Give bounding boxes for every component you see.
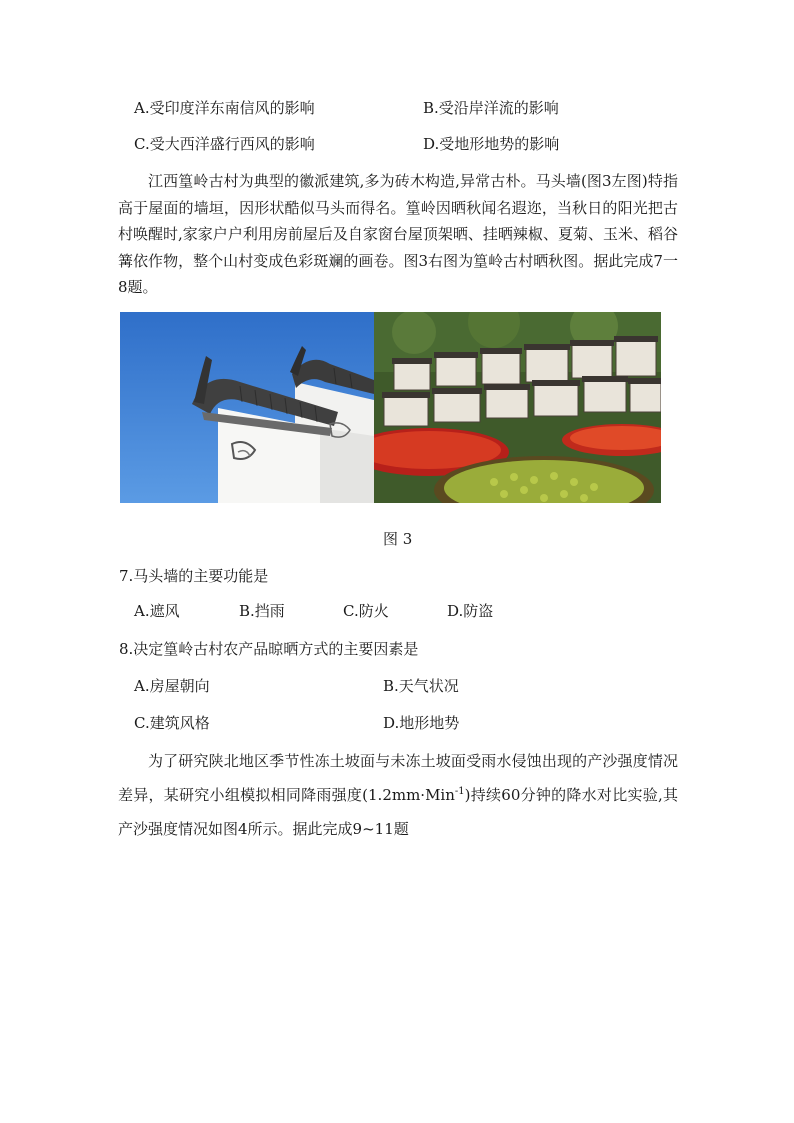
figure-3-left-horse-head-wall xyxy=(120,312,374,503)
q8-option-c: C.建筑风格 xyxy=(134,714,210,732)
passage-huangling: 江西篁岭古村为典型的徽派建筑,多为砖木构造,异常古朴。马头墙(图3左图)特指高于屋面的墙垣，因形状酷似马头而得名。篁岭因晒秋闻名遐迩，当秋日的阳光把古村唤醒时,家家户户利用房前屋后及自家窗台屋顶架晒、挂晒辣椒、夏菊、玉米、稻谷篝依作物，整个山村变成色彩斑斓的画卷。图3右图为篁岭古村晒秋图。据此完成7一8题。 xyxy=(118,172,678,296)
passage2-superscript: -1 xyxy=(454,786,465,797)
q8-stem: 8.决定篁岭古村农产品晾晒方式的主要因素是 xyxy=(119,640,419,658)
passage2-before: 为了研究陕北地区季节性冻土坡面与未冻土坡面受雨水侵蚀出现的产沙强度情况差异，某研究小组模拟相同降雨强度(1.2mm·Min xyxy=(118,752,678,804)
q8-option-b: B.天气状况 xyxy=(383,677,459,695)
q7-stem: 7.马头墙的主要功能是 xyxy=(119,567,269,585)
q7-option-c: C.防火 xyxy=(343,602,389,620)
q6-option-a: A.受印度洋东南信风的影响 xyxy=(134,99,315,117)
q7-option-d: D.防盗 xyxy=(447,602,494,620)
q8-option-a: A.房屋朝向 xyxy=(134,677,210,695)
figure-3-caption: 图 3 xyxy=(383,530,413,548)
figure-3-right-autumn-drying-village xyxy=(374,312,661,503)
passage-frozen-soil-experiment xyxy=(118,744,678,846)
q6-option-d: D.受地形地势的影响 xyxy=(423,135,560,153)
q6-option-b: B.受沿岸洋流的影响 xyxy=(423,99,559,117)
q6-option-c: C.受大西洋盛行西风的影响 xyxy=(134,135,315,153)
q7-option-b: B.挡雨 xyxy=(239,602,285,620)
passage2-after: )持续60分钟的降水对比实验,其产沙强度情况如图4所示。据此完成9~11题 xyxy=(118,786,678,838)
q8-option-d: D.地形地势 xyxy=(383,714,460,732)
q7-option-a: A.遮风 xyxy=(134,602,180,620)
